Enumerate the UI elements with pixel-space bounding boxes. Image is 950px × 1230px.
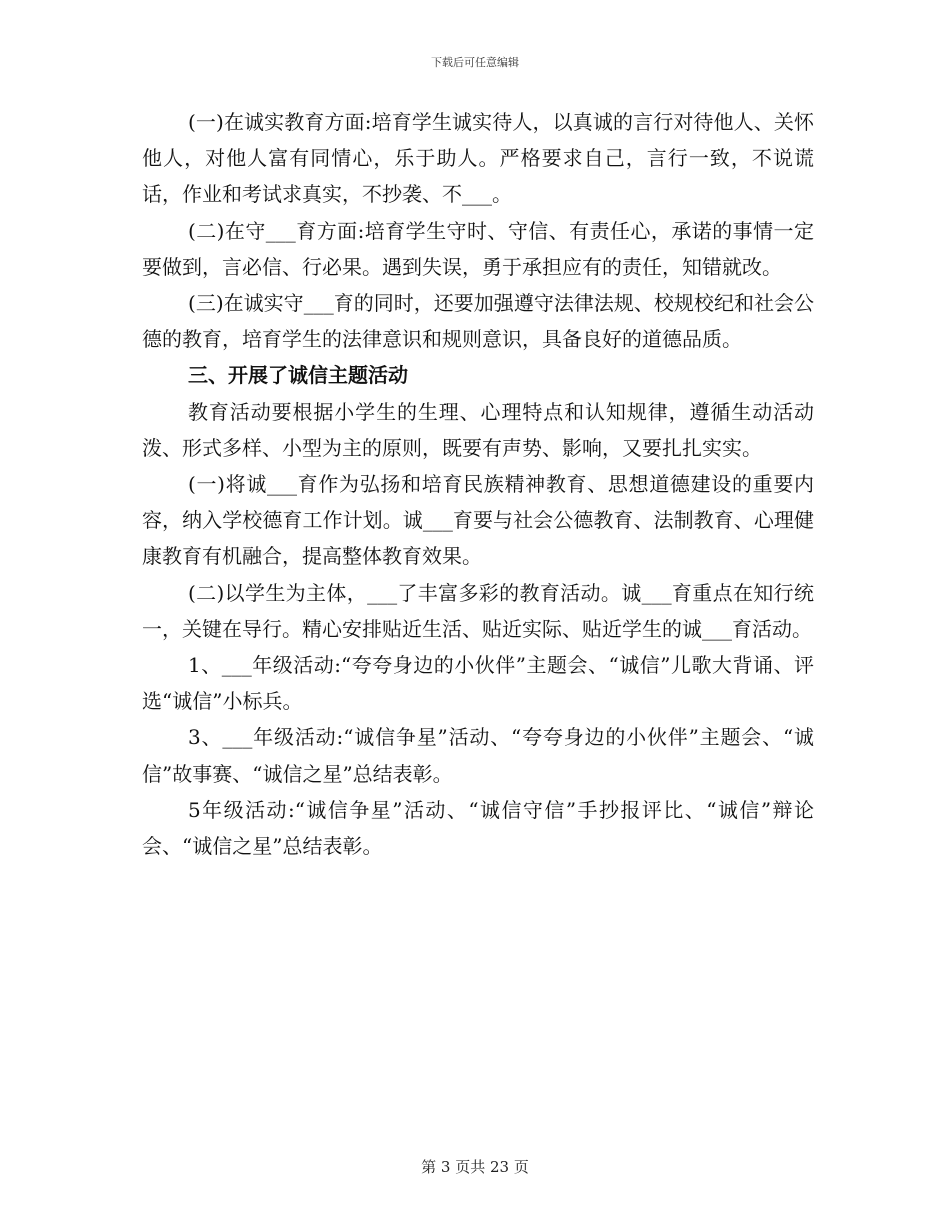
paragraph-trust-education: (二)在守___育方面:培育学生守时、守信、有责任心，承诺的事情一定要做到，言必信、行必果。遇到失误，勇于承担应有的责任，知错就改。 — [142, 218, 814, 279]
paragraph-student-activities: (二)以学生为主体，___了丰富多彩的教育活动。诚___育重点在知行统一，关键在导行。精心安排贴近生活、贴近实际、贴近学生的诚___育活动。 — [142, 580, 814, 641]
paragraph-grade-1-activities: 1、___年级活动:“夸夸身边的小伙伴”主题会、“诚信”儿歌大背诵、评选“诚信”小标兵。 — [142, 653, 814, 714]
page-header: 下载后可任意编辑 — [431, 56, 519, 69]
page-number: 第 3 页共 23 页 — [421, 1158, 529, 1176]
paragraph-law-education: (三)在诚实守___育的同时，还要加强遵守法律法规、校规校纪和社会公德的教育，培育学生的法律意识和规则意识，具备良好的道德品质。 — [142, 291, 814, 352]
paragraph-activity-intro: 教育活动要根据小学生的生理、心理特点和认知规律，遵循生动活动泼、形式多样、小型为主的原则，既要有声势、影响，又要扎扎实实。 — [142, 399, 814, 460]
paragraph-grade-5-activities: 5年级活动:“诚信争星”活动、“诚信守信”手抄报评比、“诚信”辩论会、“诚信之星”总结表彰。 — [142, 797, 814, 859]
paragraph-activity-plan: (一)将诚___育作为弘扬和培育民族精神教育、思想道德建设的重要内容，纳入学校德育工作计划。诚___育要与社会公德教育、法制教育、心理健康教育有机融合，提高整体教育效果。 — [142, 472, 814, 569]
paragraph-honesty-education: (一)在诚实教育方面:培育学生诚实待人，以真诚的言行对待他人、关怀他人，对他人富有同情心，乐于助人。严格要求自己，言行一致，不说谎话，作业和考试求真实，不抄袭、不___。 — [142, 110, 814, 207]
section-heading: 三、开展了诚信主题活动 — [188, 363, 408, 388]
paragraph-grade-3-activities: 3、___年级活动:“诚信争星”活动、“夸夸身边的小伙伴”主题会、“诚信”故事赛、“诚信之星”总结表彰。 — [142, 725, 814, 786]
document-body — [142, 104, 814, 864]
